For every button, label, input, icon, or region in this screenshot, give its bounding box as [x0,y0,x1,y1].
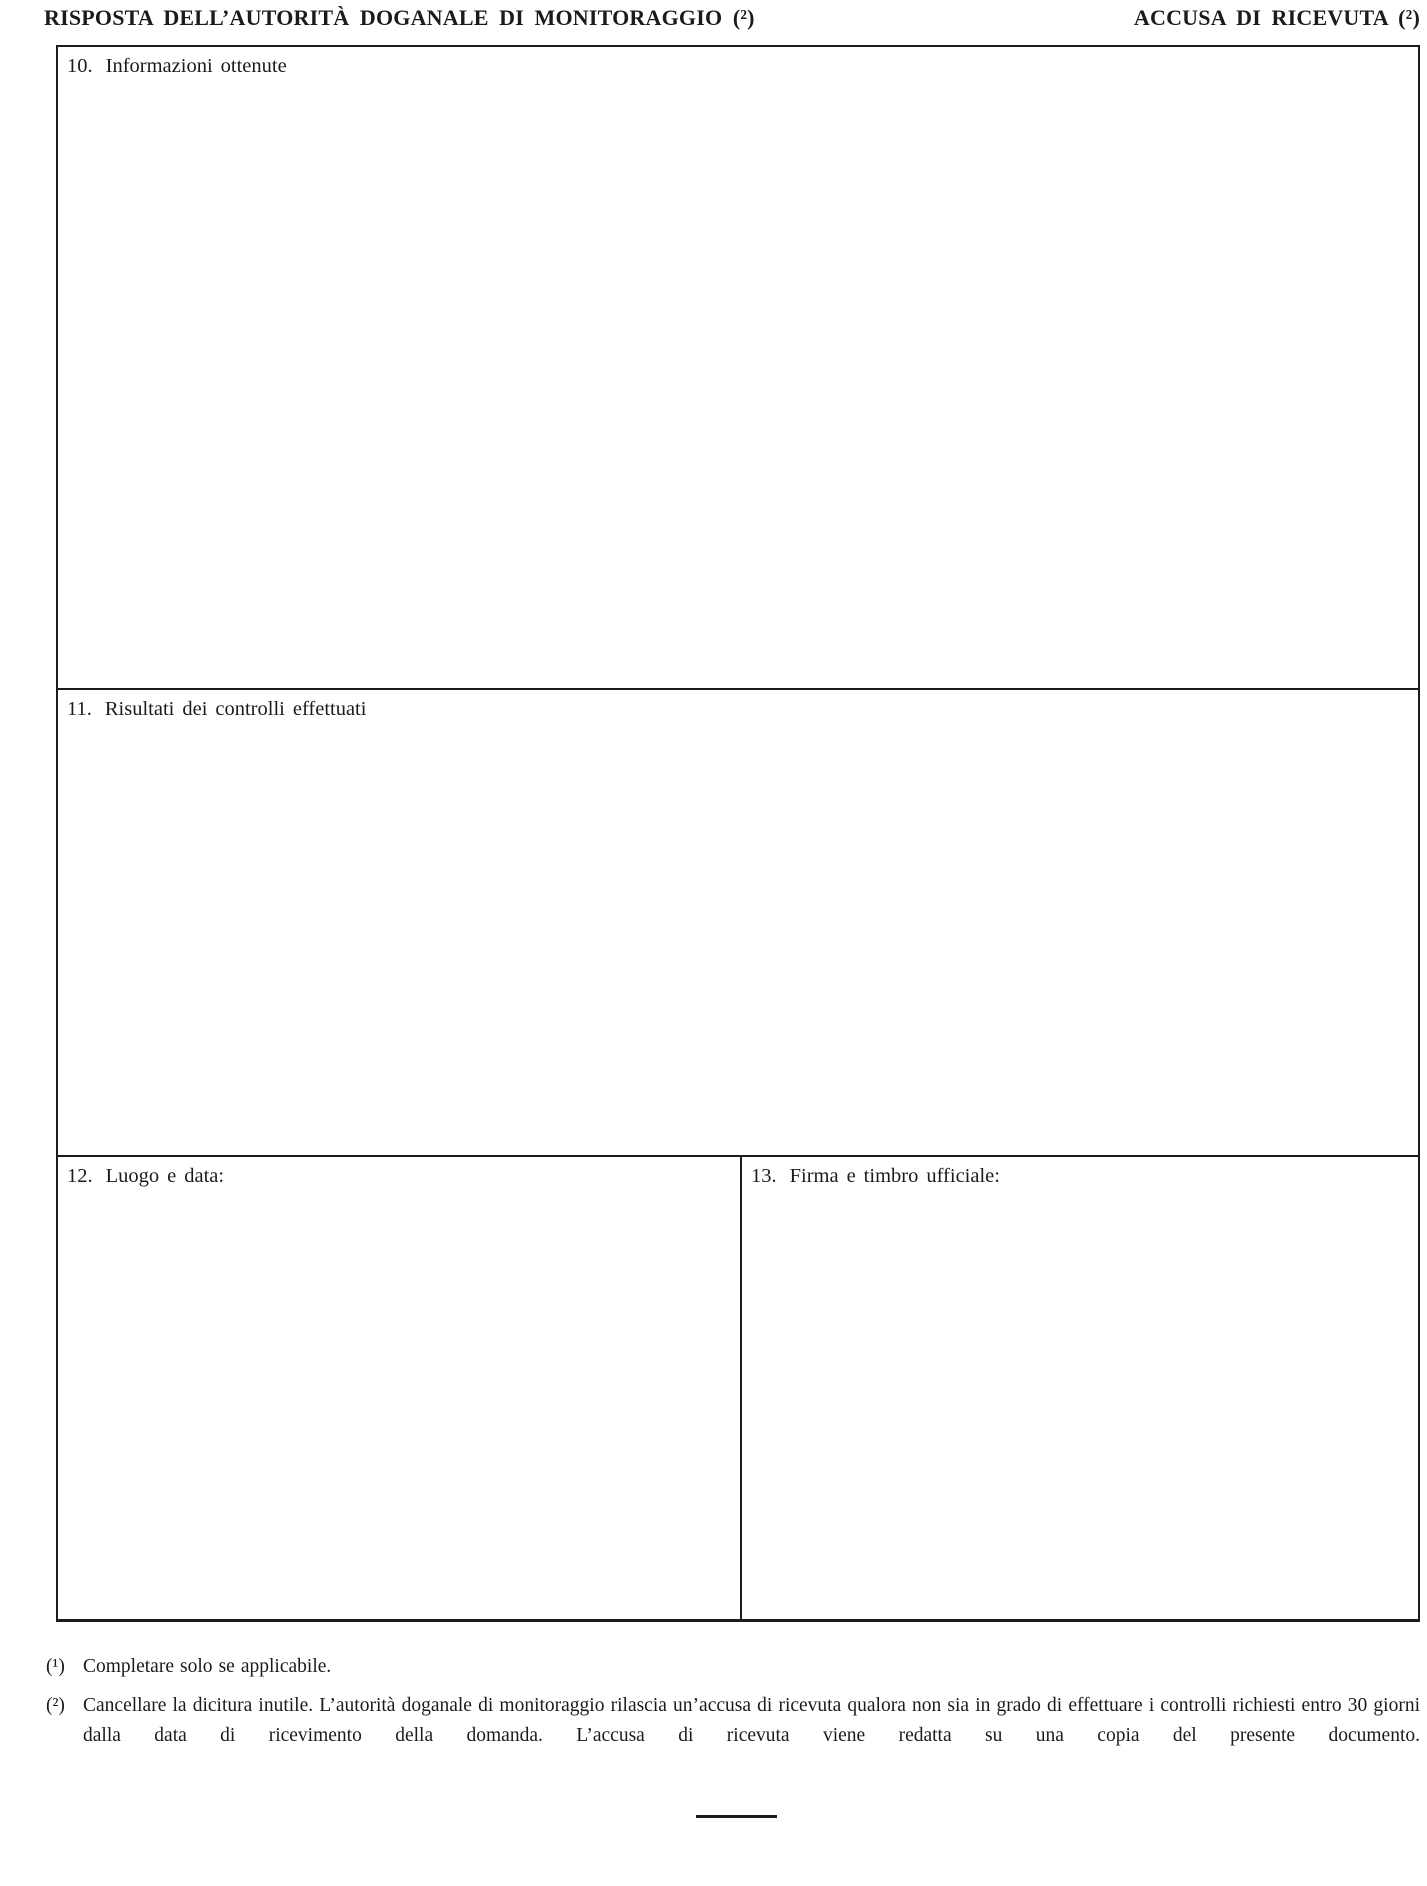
footnote-2-marker: (²) [46,1695,65,1716]
footnote-1-marker: (¹) [46,1656,65,1677]
box-12-luogo-e-data [58,1157,742,1619]
footnotes-section [46,1652,1420,1751]
footnote-2 [46,1691,1420,1751]
box-10-informazioni-ottenute [58,47,1418,690]
header-right-title: ACCUSA DI RICEVUTA (²) [1133,5,1420,30]
box-12-label [58,1157,740,1188]
page-header [44,5,1420,31]
box-12-number: 12. [67,1165,93,1187]
end-of-document-rule [696,1815,777,1818]
box-11-risultati-controlli [58,690,1418,1157]
box-10-number: 10. [67,55,93,77]
box-13-title: Firma e timbro ufficiale: [789,1165,1000,1187]
box-11-label [58,690,1418,721]
box-11-number: 11. [67,698,92,720]
footnote-1 [46,1652,1420,1682]
footnote-1-text: Completare solo se applicabile. [83,1656,332,1677]
form-bottom-row [58,1157,1418,1619]
box-13-number: 13. [751,1165,777,1187]
form-table [56,45,1420,1622]
box-10-label [58,47,1418,78]
box-13-firma-e-timbro [742,1157,1418,1619]
box-13-label [742,1157,1418,1188]
box-11-title: Risultati dei controlli effettuati [104,698,367,720]
box-12-title: Luogo e data: [105,1165,225,1187]
header-left-title: RISPOSTA DELL’AUTORITÀ DOGANALE DI MONITORAGGIO (²) [44,5,755,30]
box-10-title: Informazioni ottenute [105,55,287,77]
footnote-2-text: Cancellare la dicitura inutile. L’autorità doganale di monitoraggio rilascia un’accusa di ricevuta qualora non sia in grado di effettuare i controlli richiesti entro 30 giorni dalla data di ricevimento della domanda. L’accusa di ricevuta viene redatta su una copia del presente documento. [83,1695,1420,1746]
